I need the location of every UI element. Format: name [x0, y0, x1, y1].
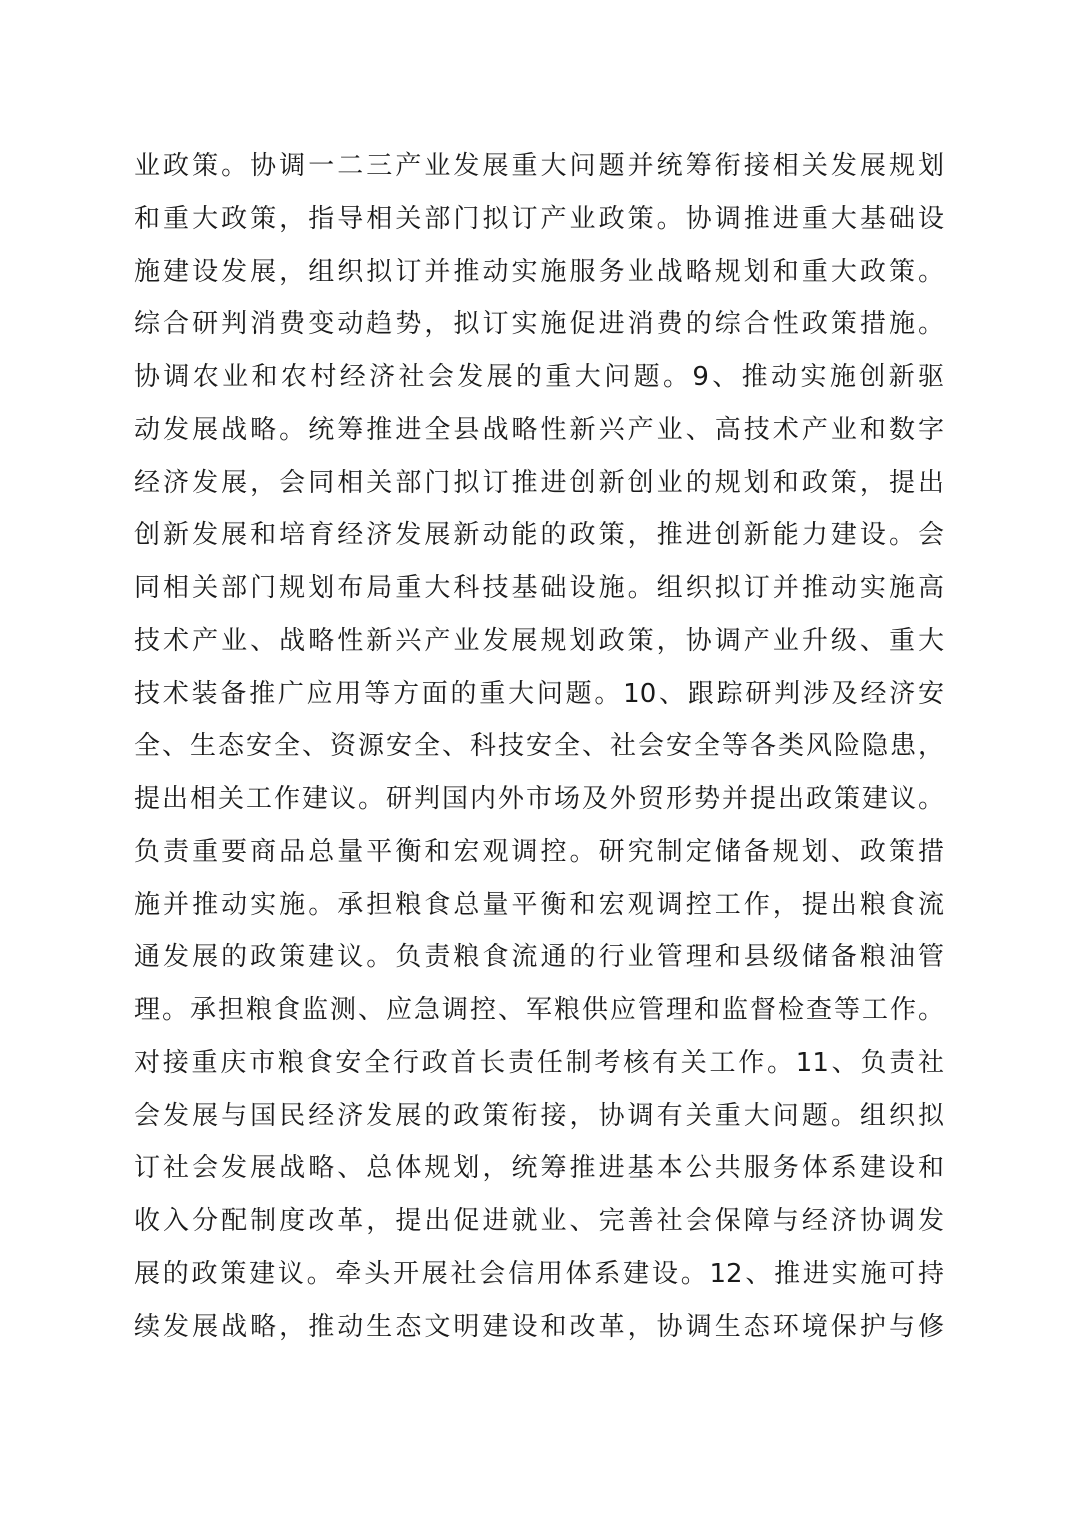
text-line: 综合研判消费变动趋势，拟订实施促进消费的综合性政策措施。: [134, 309, 944, 340]
text-line: 动发展战略。统筹推进全县战略性新兴产业、高技术产业和数字: [134, 414, 944, 445]
text-line: 同相关部门规划布局重大科技基础设施。组织拟订并推动实施高: [134, 573, 944, 603]
text-line: 全、生态安全、资源安全、科技安全、社会安全等各类风险隐患，: [134, 731, 944, 762]
text-line: 对接重庆市粮食安全行政首长责任制考核有关工作。11、负责社: [134, 1047, 944, 1078]
text-line: 经济发展，会同相关部门拟订推进创新创业的规划和政策，提出: [134, 467, 944, 498]
text-line: 会发展与国民经济发展的政策衔接，协调有关重大问题。组织拟: [134, 1100, 944, 1131]
text-line: 提出相关工作建议。研判国内外市场及外贸形势并提出政策建议。: [134, 784, 944, 814]
text-line: 订社会发展战略、总体规划，统筹推进基本公共服务体系建设和: [134, 1153, 944, 1184]
body-text: [134, 140, 944, 1353]
text-line: 展的政策建议。牵头开展社会信用体系建设。12、推进实施可持: [134, 1258, 944, 1289]
text-line: 技术产业、战略性新兴产业发展规划政策，协调产业升级、重大: [134, 625, 944, 656]
text-line: 通发展的政策建议。负责粮食流通的行业管理和县级储备粮油管: [134, 942, 944, 973]
text-line: 施并推动实施。承担粮食总量平衡和宏观调控工作，提出粮食流: [134, 889, 944, 920]
text-line: 创新发展和培育经济发展新动能的政策，推进创新能力建设。会: [134, 520, 944, 551]
text-line: 协调农业和农村经济社会发展的重大问题。9、推动实施创新驱: [134, 362, 944, 392]
text-line: 施建设发展，组织拟订并推动实施服务业战略规划和重大政策。: [134, 256, 944, 287]
text-line: 续发展战略，推动生态文明建设和改革，协调生态环境保护与修: [134, 1311, 944, 1342]
text-line: 和重大政策，指导相关部门拟订产业政策。协调推进重大基础设: [134, 203, 944, 234]
text-line: 技术装备推广应用等方面的重大问题。10、跟踪研判涉及经济安: [134, 678, 944, 709]
text-line: 业政策。协调一二三产业发展重大问题并统筹衔接相关发展规划: [134, 151, 944, 181]
text-line: 收入分配制度改革，提出促进就业、完善社会保障与经济协调发: [134, 1206, 944, 1236]
text-line: 理。承担粮食监测、应急调控、军粮供应管理和监督检查等工作。: [134, 995, 944, 1025]
text-line: 负责重要商品总量平衡和宏观调控。研究制定储备规划、政策措: [134, 836, 944, 867]
